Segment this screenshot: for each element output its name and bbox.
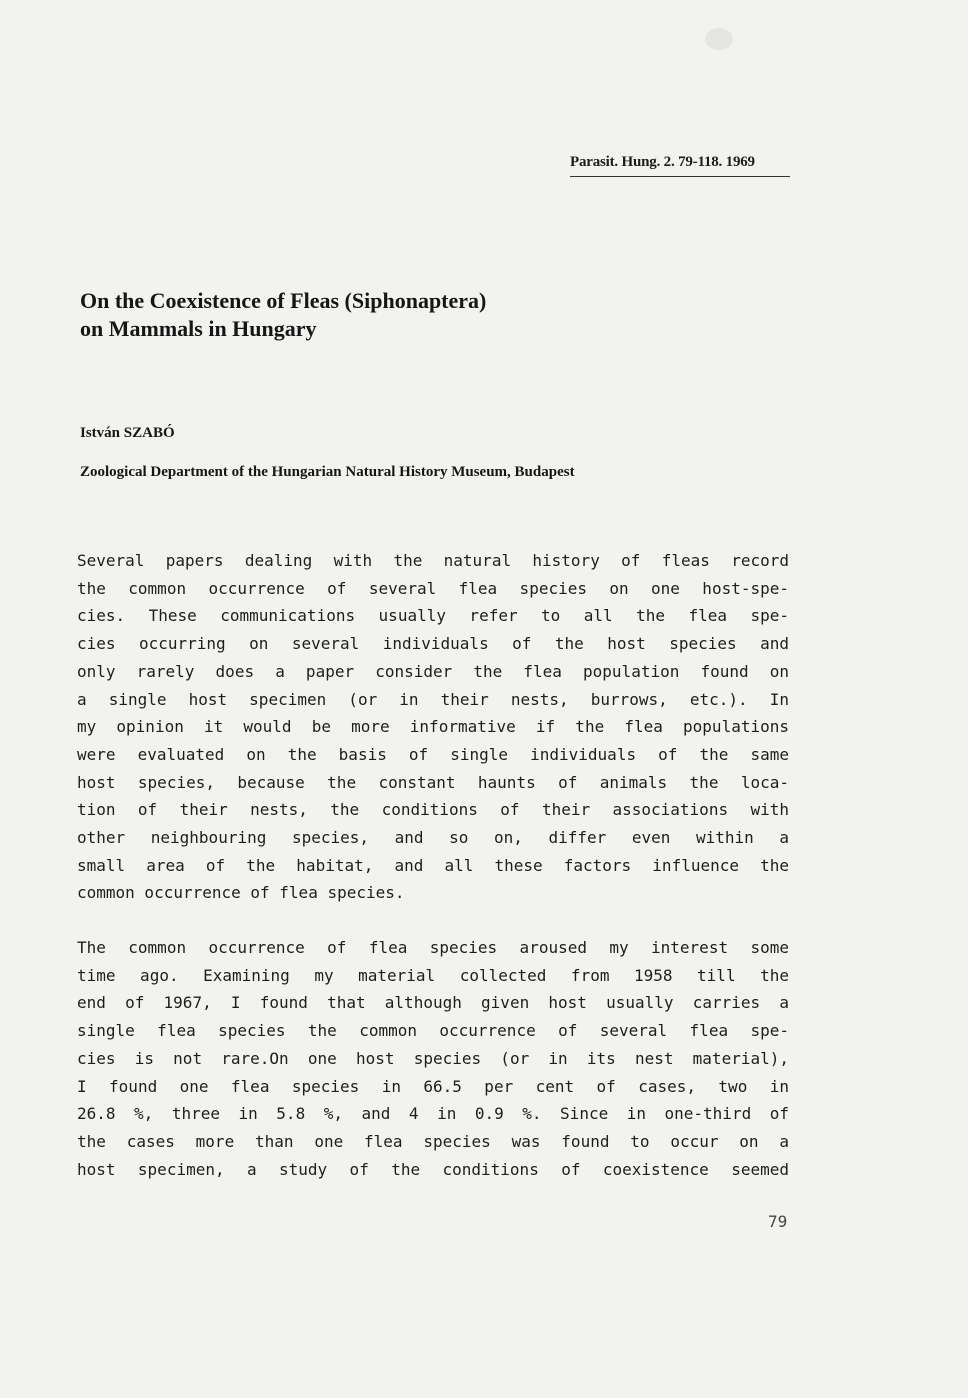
text-line: cies is not rare.On one host species (or in its nest material), [77, 1048, 789, 1068]
text-line: only rarely does a paper consider the flea population found on [77, 661, 789, 681]
text-line: time ago. Examining my material collected from 1958 till the [77, 965, 789, 985]
text-line: my opinion it would be more informative if the flea populations [77, 717, 789, 737]
text-line: 26.8 %, three in 5.8 %, and 4 in 0.9 %. Since in one-third of [77, 1104, 789, 1124]
title-line: On the Coexistence of Fleas (Siphonaptera) [80, 288, 487, 313]
citation-underline [570, 176, 790, 177]
reverse-side-show-through [90, 140, 870, 224]
text-line: small area of the habitat, and all these factors influence the [77, 855, 789, 875]
text-line: were evaluated on the basis of single individuals of the same [77, 744, 789, 764]
author-name: István SZABÓ [80, 425, 175, 441]
text-line: host species, because the constant haunts of animals the loca- [77, 772, 789, 792]
show-through-line [207, 171, 825, 193]
page-number: 79 [768, 1212, 788, 1231]
text-line: I found one flea species in 66.5 per cent of cases, two in [77, 1076, 789, 1096]
text-line: Several papers dealing with the natural history of fleas record [77, 551, 789, 570]
text-line: tion of their nests, the conditions of their associations with [77, 800, 789, 820]
text-line: single flea species the common occurrence of several flea spe- [77, 1021, 789, 1041]
text-line: the cases more than one flea species was found to occur on a [77, 1131, 789, 1151]
paragraph-2 [77, 934, 797, 1183]
text-line: a single host specimen (or in their nests, burrows, etc.). In [77, 689, 789, 709]
paper-smudge [705, 28, 733, 50]
text-line: end of 1967, I found that although given host usually carries a [77, 993, 789, 1013]
title-line: on Mammals in Hungary [80, 316, 317, 341]
author-affiliation: Zoological Department of the Hungarian Natural History Museum, Budapest [80, 464, 575, 480]
text-line: The common occurrence of flea species aroused my interest some [77, 938, 789, 957]
text-line: other neighbouring species, and so on, differ even within a [77, 828, 789, 848]
article-title [80, 287, 680, 343]
text-line: common occurrence of flea species. [77, 883, 405, 903]
text-line: cies occurring on several individuals of the host species and [77, 634, 789, 654]
text-line: host specimen, a study of the conditions of coexistence seemed [77, 1159, 789, 1179]
text-line: the common occurrence of several flea species on one host-spe- [77, 578, 789, 598]
text-line: cies. These communications usually refer to all the flea spe- [77, 606, 789, 626]
journal-citation: Parasit. Hung. 2. 79-118. 1969 [570, 154, 755, 170]
paragraph-1 [77, 547, 797, 907]
